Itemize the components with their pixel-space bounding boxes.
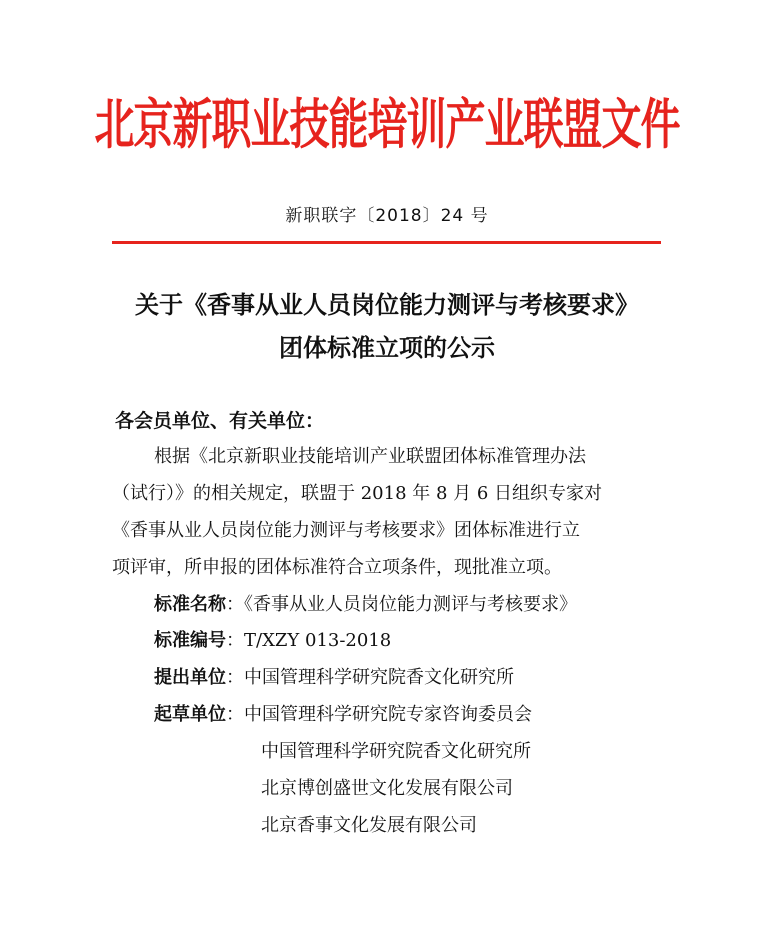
proposer-separator: ： — [226, 667, 244, 688]
standard-code-row — [154, 626, 391, 656]
salutation: 各会员单位、有关单位： — [115, 410, 325, 432]
body-paragraph-line: 项评审，所申报的团体标准符合立项条件，现批准立项。 — [112, 557, 562, 578]
proposer-row — [154, 663, 514, 693]
body-paragraph-line: 根据《北京新职业技能培训产业联盟团体标准管理办法 — [154, 446, 586, 467]
standard-name-separator: ： — [226, 594, 244, 615]
standard-name-value: 《香事从业人员岗位能力测评与考核要求》 — [244, 594, 577, 615]
standard-name-row — [154, 590, 577, 620]
drafter-unit: 中国管理科学研究院专家咨询委员会 — [244, 704, 532, 725]
document-header-title: 北京新职业技能培训产业联盟文件 — [94, 92, 680, 157]
proposer-value: 中国管理科学研究院香文化研究所 — [244, 667, 514, 688]
drafter-unit: 北京博创盛世文化发展有限公司 — [261, 778, 513, 799]
standard-code-label: 标准编号 — [154, 630, 226, 651]
subject-line-2: 团体标准立项的公示 — [279, 333, 495, 362]
standard-name-label: 标准名称 — [154, 594, 226, 615]
standard-code-value: T/XZY 013-2018 — [244, 630, 392, 651]
drafters-row — [154, 700, 532, 730]
drafters-label: 起草单位 — [154, 704, 226, 725]
red-divider-line — [112, 241, 661, 244]
subject-line-1: 关于《香事从业人员岗位能力测评与考核要求》 — [135, 290, 639, 319]
body-paragraph-line: 《香事从业人员岗位能力测评与考核要求》团体标准进行立 — [112, 520, 580, 541]
proposer-label: 提出单位 — [154, 667, 226, 688]
drafters-separator: ： — [226, 704, 244, 725]
body-paragraph-line: （试行）》的相关规定，联盟于 2018 年 8 月 6 日组织专家对 — [112, 483, 603, 504]
drafter-unit: 中国管理科学研究院香文化研究所 — [261, 741, 531, 762]
drafter-unit: 北京香事文化发展有限公司 — [261, 815, 477, 836]
standard-code-separator: ： — [226, 630, 244, 651]
document-number: 新职联字〔2018〕24 号 — [285, 206, 489, 226]
